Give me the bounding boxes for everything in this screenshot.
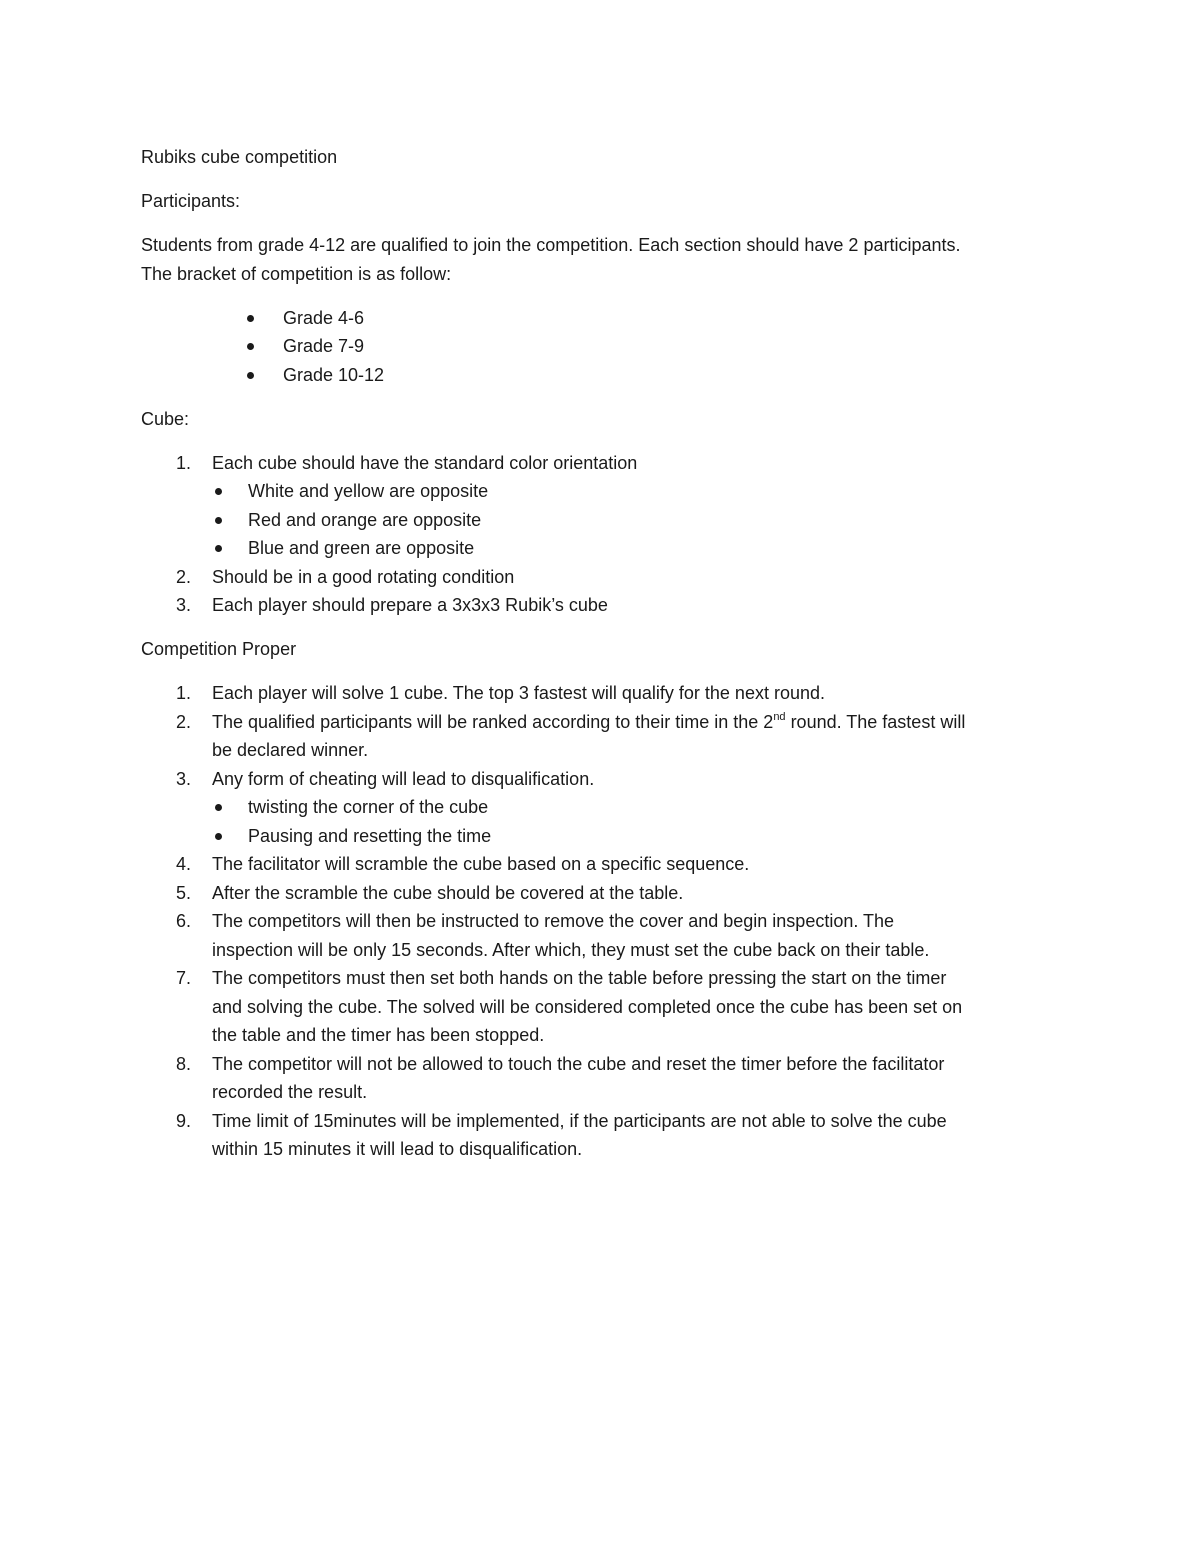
list-item-text: recorded the result. [212, 1082, 368, 1102]
bracket-list [141, 304, 1061, 390]
list-item [141, 1107, 1061, 1164]
list-item [141, 332, 1061, 361]
list-number: 7. [176, 968, 192, 988]
list-number: 5. [176, 882, 192, 903]
cube-heading: Cube: [141, 408, 190, 429]
list-item-text: The competitors will then be instructed to remove the cover and begin inspection. The [212, 911, 895, 931]
list-item-text: Blue and green are opposite [248, 538, 475, 558]
list-item-text: Each cube should have the standard color orientation [212, 452, 638, 473]
sub-list [212, 793, 1061, 850]
list-item [212, 534, 1061, 563]
list-number: 3. [176, 768, 192, 789]
list-item [141, 361, 1061, 390]
list-item-text: Red and orange are opposite [248, 509, 482, 530]
list-item-text: Each player should prepare a 3x3x3 Rubik’s cube [212, 595, 608, 615]
bullet-icon [247, 372, 254, 379]
list-item [141, 304, 1061, 333]
list-item-text: be declared winner. [212, 740, 369, 760]
list-number: 6. [176, 911, 192, 931]
list-item-text: Pausing and resetting the time [248, 825, 492, 846]
list-item-text: and solving the cube. The solved will be considered completed once the cube has been set on [212, 996, 963, 1017]
list-item [141, 850, 1061, 879]
list-item-text: Grade 4-6 [283, 307, 365, 328]
list-item [141, 591, 1061, 620]
list-item-text: The competitors must then set both hands on the table before pressing the start on the timer [212, 968, 947, 988]
list-item-text: inspection will be only 15 seconds. After which, they must set the cube back on their table. [212, 939, 930, 960]
list-item [141, 1050, 1061, 1107]
list-item-text: twisting the corner of the cube [248, 797, 489, 817]
list-item-text: within 15 minutes it will lead to disqualification. [212, 1139, 583, 1159]
list-item [141, 563, 1061, 592]
bullet-icon [215, 545, 222, 552]
participants-paragraph [141, 231, 1061, 288]
list-item-text: The facilitator will scramble the cube based on a specific sequence. [212, 854, 750, 874]
bullet-icon [247, 343, 254, 350]
list-item-text: White and yellow are opposite [248, 481, 489, 501]
bullet-icon [215, 488, 222, 495]
list-item [141, 907, 1061, 964]
list-number: 3. [176, 595, 192, 615]
list-item-text: round. The fastest will [785, 711, 966, 732]
list-item-text: Grade 7-9 [283, 336, 365, 356]
competition-list [141, 679, 1061, 1164]
list-number: 1. [176, 452, 192, 473]
document-page [141, 143, 1061, 1164]
list-item-text: Should be in a good rotating condition [212, 566, 515, 587]
list-item [212, 793, 1061, 822]
list-item [212, 477, 1061, 506]
participants-paragraph-line: The bracket of competition is as follow: [141, 263, 452, 284]
participants-heading: Participants: [141, 191, 241, 211]
competition-heading: Competition Proper [141, 639, 297, 659]
list-number: 2. [176, 566, 192, 587]
list-item [141, 879, 1061, 908]
list-item-text: Any form of cheating will lead to disqualification. [212, 768, 595, 789]
list-item [212, 506, 1061, 535]
bullet-icon [215, 833, 222, 840]
list-item [141, 708, 1061, 765]
list-item-text: Time limit of 15minutes will be implemented, if the participants are not able to solve the cube [212, 1110, 947, 1131]
participants-paragraph-line: Students from grade 4-12 are qualified to join the competition. Each section should have 2 participants. [141, 235, 961, 255]
sub-list [212, 477, 1061, 563]
list-item [141, 449, 1061, 563]
superscript: nd [773, 710, 786, 723]
bullet-icon [215, 804, 222, 811]
list-number: 4. [176, 854, 192, 874]
list-number: 1. [176, 683, 192, 703]
cube-list [141, 449, 1061, 620]
list-item [141, 679, 1061, 708]
list-item-text: Grade 10-12 [283, 364, 385, 385]
bullet-icon [247, 315, 254, 322]
list-item [141, 765, 1061, 851]
bullet-icon [215, 517, 222, 524]
list-number: 8. [176, 1053, 192, 1074]
list-item-text: Each player will solve 1 cube. The top 3 fastest will qualify for the next round. [212, 683, 825, 703]
list-item [212, 822, 1061, 851]
document-title: Rubiks cube competition [141, 147, 338, 167]
list-item-text: The qualified participants will be ranked according to their time in the 2 [212, 711, 774, 732]
list-item-text: After the scramble the cube should be covered at the table. [212, 882, 684, 903]
list-number: 9. [176, 1110, 192, 1131]
list-item [141, 964, 1061, 1050]
list-item-text: The competitor will not be allowed to touch the cube and reset the timer before the facilitator [212, 1053, 945, 1074]
list-number: 2. [176, 711, 192, 732]
list-item-text: the table and the timer has been stopped. [212, 1025, 545, 1045]
